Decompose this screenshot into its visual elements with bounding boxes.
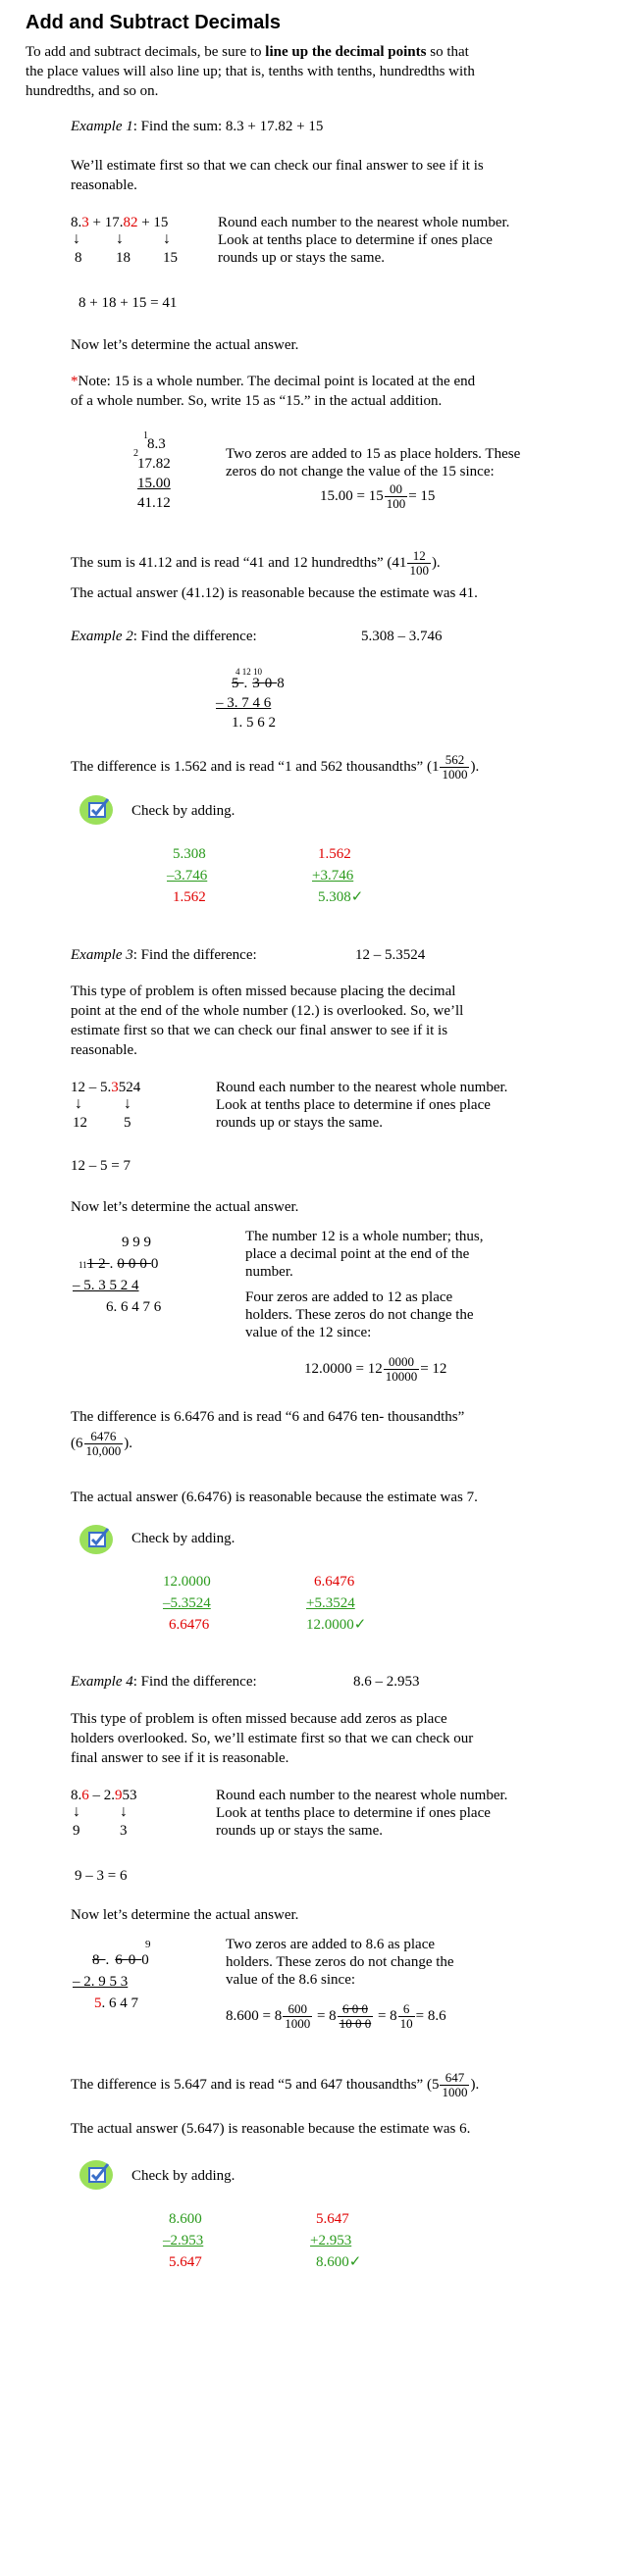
ex3-subtrahend: – 5. 3 5 2 4 <box>73 1278 139 1293</box>
ex1-add-line-3: 15.00 <box>137 476 171 491</box>
ex3-top: 1112.0000 <box>78 1256 163 1272</box>
ex1-heading <box>71 118 323 137</box>
ex3-rounded-2: 5 <box>124 1115 131 1131</box>
ex2-expression: 5.308 – 3.746 <box>361 629 443 644</box>
ex3-label: Example 3 <box>71 947 133 963</box>
ex2-check-b-3: 5.308✓ <box>318 889 364 905</box>
ex4-zeros-equation: 8.600 = 8 $\frac{600}{1000}$ = 8 $\frac{6 0 0}{10 0 0}$ = 8 $\frac{6}{10}$ = 8.6 <box>226 2001 446 2032</box>
ex2-label: Example 2 <box>71 629 133 644</box>
ex2-prompt: : Find the difference: <box>132 629 257 644</box>
ex3-difference-statement: The difference is 6.6476 and is read “6 and 6476 ten- thousandths” <box>71 1409 465 1425</box>
ex4-rounded-1: 9 <box>73 1823 80 1839</box>
ex4-check-a-2: –2.953 <box>163 2233 204 2248</box>
ex1-rounding-expr: 8.3 + 17.82 + 15 <box>71 215 169 230</box>
ex1-add-line-1: 8.3 <box>147 436 166 452</box>
ex3-rounding-expr: 12 – 5.3524 <box>71 1080 141 1095</box>
ex1-add-result: 41.12 <box>137 495 171 511</box>
down-arrow-icon: ↓ <box>163 230 171 247</box>
check-icon: ✓ <box>348 2254 362 2270</box>
ex1-zeros-note-1: Two zeros are added to 15 as place holders. These <box>226 446 521 462</box>
ex1-rounded-1: 8 <box>75 250 82 266</box>
ex3-check-a-2: –5.3524 <box>163 1595 211 1611</box>
ex1-round-note-1: Round each number to the nearest whole number. <box>218 215 510 230</box>
ex2-check-label: Check by adding. <box>131 803 236 819</box>
ex4-subtrahend: – 2. 9 5 3 <box>73 1974 129 1990</box>
ex2-result: 1. 5 6 2 <box>232 715 276 731</box>
intro-line-1 <box>26 43 469 63</box>
down-arrow-icon: ↓ <box>73 1803 80 1820</box>
ex4-label: Example 4 <box>71 1674 133 1690</box>
ex3-para-4: reasonable. <box>71 1042 137 1058</box>
ex1-rounded-3: 15 <box>163 250 178 266</box>
ex4-check-b-2: +2.953 <box>310 2233 352 2248</box>
ex4-para-1: This type of problem is often missed because add zeros as place <box>71 1711 447 1727</box>
down-arrow-icon: ↓ <box>75 1095 82 1112</box>
ex4-rounding-expr: 8.6 – 2.953 <box>71 1788 137 1803</box>
ex3-note-3: number. <box>245 1264 293 1280</box>
ex4-check-b-3: 8.600✓ <box>316 2254 362 2270</box>
ex2-heading <box>71 628 257 647</box>
ex4-round-note-1: Round each number to the nearest whole number. <box>216 1788 508 1803</box>
ex1-note-2: of a whole number. So, write 15 as “15.” in the actual addition. <box>71 393 443 409</box>
intro-bold: line up the decimal points <box>265 44 427 60</box>
ex4-prompt: : Find the difference: <box>132 1674 257 1690</box>
check-icon: ✓ <box>353 1617 367 1633</box>
ex3-estimate-equation: 12 – 5 = 7 <box>71 1158 131 1174</box>
ex4-borrow-nine: 9 <box>145 1939 151 1950</box>
ex3-borrow-nines: 9 9 9 <box>122 1235 151 1250</box>
ex1-actual-heading: Now let’s determine the actual answer. <box>71 337 299 353</box>
ex3-round-note-1: Round each number to the nearest whole number. <box>216 1080 508 1095</box>
ex3-para-1: This type of problem is often missed because placing the decimal <box>71 984 456 999</box>
ex4-check-a-3: 5.647 <box>169 2254 202 2270</box>
ex1-prompt: : Find the sum: 8.3 + 17.82 + 15 <box>132 119 324 134</box>
note-text: Note: 15 is a whole number. The decimal point is located at the end <box>78 374 476 389</box>
ex4-heading <box>71 1673 257 1692</box>
ex3-check-b-3: 12.0000✓ <box>306 1617 367 1633</box>
ex2-check-a-3: 1.562 <box>173 889 206 905</box>
ex2-check-b-1: 1.562 <box>318 846 351 862</box>
ex2-subtrahend: – 3. 7 4 6 <box>216 695 272 711</box>
ex4-reasonable: The actual answer (5.647) is reasonable because the estimate was 6. <box>71 2121 471 2137</box>
ex1-rounded-2: 18 <box>116 250 131 266</box>
ex1-add-line-2: 17.82 <box>137 456 171 472</box>
ex1-zeros-equation <box>320 482 435 512</box>
ex3-zeros-equation: 12.0000 = 12 $\frac{0000}{10000}$ = 12 <box>304 1354 447 1385</box>
ex4-check-b-1: 5.647 <box>316 2211 349 2227</box>
ex4-round-note-3: rounds up or stays the same. <box>216 1823 383 1839</box>
ex4-check-label: Check by adding. <box>131 2168 236 2184</box>
checklist-icon <box>78 2155 118 2195</box>
ex3-check-b-2: +5.3524 <box>306 1595 355 1611</box>
down-arrow-icon: ↓ <box>120 1803 128 1820</box>
ex4-round-note-2: Look at tenths place to determine if ones place <box>216 1805 491 1821</box>
ex4-expression: 8.6 – 2.953 <box>353 1674 420 1690</box>
ex1-sum-statement: The sum is 41.12 and is read “41 and 12 hundredths” (41 $\frac{12}{100}$ ). <box>71 548 441 579</box>
ex2-check-b-2: +3.746 <box>312 868 354 884</box>
ex4-check-a-1: 8.600 <box>169 2211 202 2227</box>
ex4-result: 5. 6 4 7 <box>94 1995 138 2011</box>
ex2-check-a-1: 5.308 <box>173 846 206 862</box>
intro-line-3: hundredths, and so on. <box>26 83 159 99</box>
ex1-estimate-1: We’ll estimate first so that we can check our final answer to see if it is <box>71 158 484 174</box>
eq-left: 15.00 = 15 <box>320 488 384 505</box>
ex3-rounded-1: 12 <box>73 1115 87 1131</box>
ex3-note-2: place a decimal point at the end of the <box>245 1246 470 1262</box>
ex1-round-note-2: Look at tenths place to determine if ones place <box>218 232 493 248</box>
ex1-estimate-2: reasonable. <box>71 177 137 193</box>
intro-text: To add and subtract decimals, be sure to <box>26 44 266 60</box>
ex3-reasonable: The actual answer (6.6476) is reasonable because the estimate was 7. <box>71 1490 478 1505</box>
ex4-para-2: holders overlooked. So, we’ll estimate first so that we can check our <box>71 1731 474 1746</box>
ex4-para-3: final answer to see if it is reasonable. <box>71 1750 289 1766</box>
checklist-icon <box>78 1520 118 1559</box>
ex2-difference-statement: The difference is 1.562 and is read “1 and 562 thousandths” (1 $\frac{562}{1000}$ ). <box>71 752 480 783</box>
ex1-label: Example 1 <box>71 119 133 134</box>
ex4-zeros-note-1: Two zeros are added to 8.6 as place <box>226 1937 436 1952</box>
intro-line-2: the place values will also line up; that is, tenths with tenths, hundredths with <box>26 64 475 79</box>
ex3-para-3: estimate first so that we can check our final answer to see if it is <box>71 1023 448 1038</box>
ex3-check-label: Check by adding. <box>131 1531 236 1546</box>
ex3-check-a-3: 6.6476 <box>169 1617 210 1633</box>
ex4-zeros-note-2: holders. These zeros do not change the <box>226 1954 454 1970</box>
ex4-top: 8.600 <box>92 1952 155 1968</box>
ex1-zeros-note-2: zeros do not change the value of the 15 since: <box>226 464 495 480</box>
ex3-round-note-3: rounds up or stays the same. <box>216 1115 383 1131</box>
ex4-estimate-equation: 9 – 3 = 6 <box>75 1868 128 1884</box>
ex3-note-5: holders. These zeros do not change the <box>245 1307 474 1323</box>
ex3-note-6: value of the 12 since: <box>245 1325 372 1340</box>
ex3-heading <box>71 946 257 966</box>
ex3-note-4: Four zeros are added to 12 as place <box>245 1289 453 1305</box>
checklist-icon <box>78 790 118 830</box>
down-arrow-icon: ↓ <box>124 1095 131 1112</box>
page-title: Add and Subtract Decimals <box>26 12 282 33</box>
ex3-check-a-1: 12.0000 <box>163 1574 211 1590</box>
ex4-difference-statement: The difference is 5.647 and is read “5 and 647 thousandths” (5 $\frac{647}{1000}$ ). <box>71 2070 480 2100</box>
eq-right: = 15 <box>408 488 436 505</box>
ex1-note-1 <box>71 373 475 392</box>
ex4-actual-heading: Now let’s determine the actual answer. <box>71 1907 299 1923</box>
ex4-rounded-2: 3 <box>120 1823 128 1839</box>
ex3-para-2: point at the end of the whole number (12.) is overlooked. So, we’ll <box>71 1003 464 1019</box>
ex1-estimate-equation: 8 + 18 + 15 = 41 <box>78 295 178 311</box>
ex1-round-note-3: rounds up or stays the same. <box>218 250 385 266</box>
ex1-carry-2: 2 <box>133 448 138 459</box>
down-arrow-icon: ↓ <box>73 230 80 247</box>
ex3-check-b-1: 6.6476 <box>314 1574 355 1590</box>
ex3-result: 6. 6 4 7 6 <box>106 1299 162 1315</box>
ex3-difference-fraction: (6 $\frac{6476}{10,000}$ ). <box>71 1429 132 1459</box>
ex2-borrow-marks: 4 12 10 <box>236 667 262 677</box>
ex2-top: 5.308 <box>232 676 289 691</box>
ex2-check-a-2: –3.746 <box>167 868 208 884</box>
check-icon: ✓ <box>350 889 364 905</box>
note-star: * <box>71 374 78 389</box>
ex3-actual-heading: Now let’s determine the actual answer. <box>71 1199 299 1215</box>
down-arrow-icon: ↓ <box>116 230 124 247</box>
ex3-round-note-2: Look at tenths place to determine if ones place <box>216 1097 491 1113</box>
ex4-zeros-note-3: value of the 8.6 since: <box>226 1972 356 1988</box>
intro-text-end: so that <box>426 44 469 60</box>
ex3-prompt: : Find the difference: <box>132 947 257 963</box>
ex1-reasonable: The actual answer (41.12) is reasonable because the estimate was 41. <box>71 585 478 601</box>
ex1-carry-1: 1 <box>143 430 148 441</box>
ex3-expression: 12 – 5.3524 <box>355 947 426 963</box>
ex3-note-1: The number 12 is a whole number; thus, <box>245 1229 484 1244</box>
fraction: $\frac{00}{100}$ <box>386 481 406 512</box>
